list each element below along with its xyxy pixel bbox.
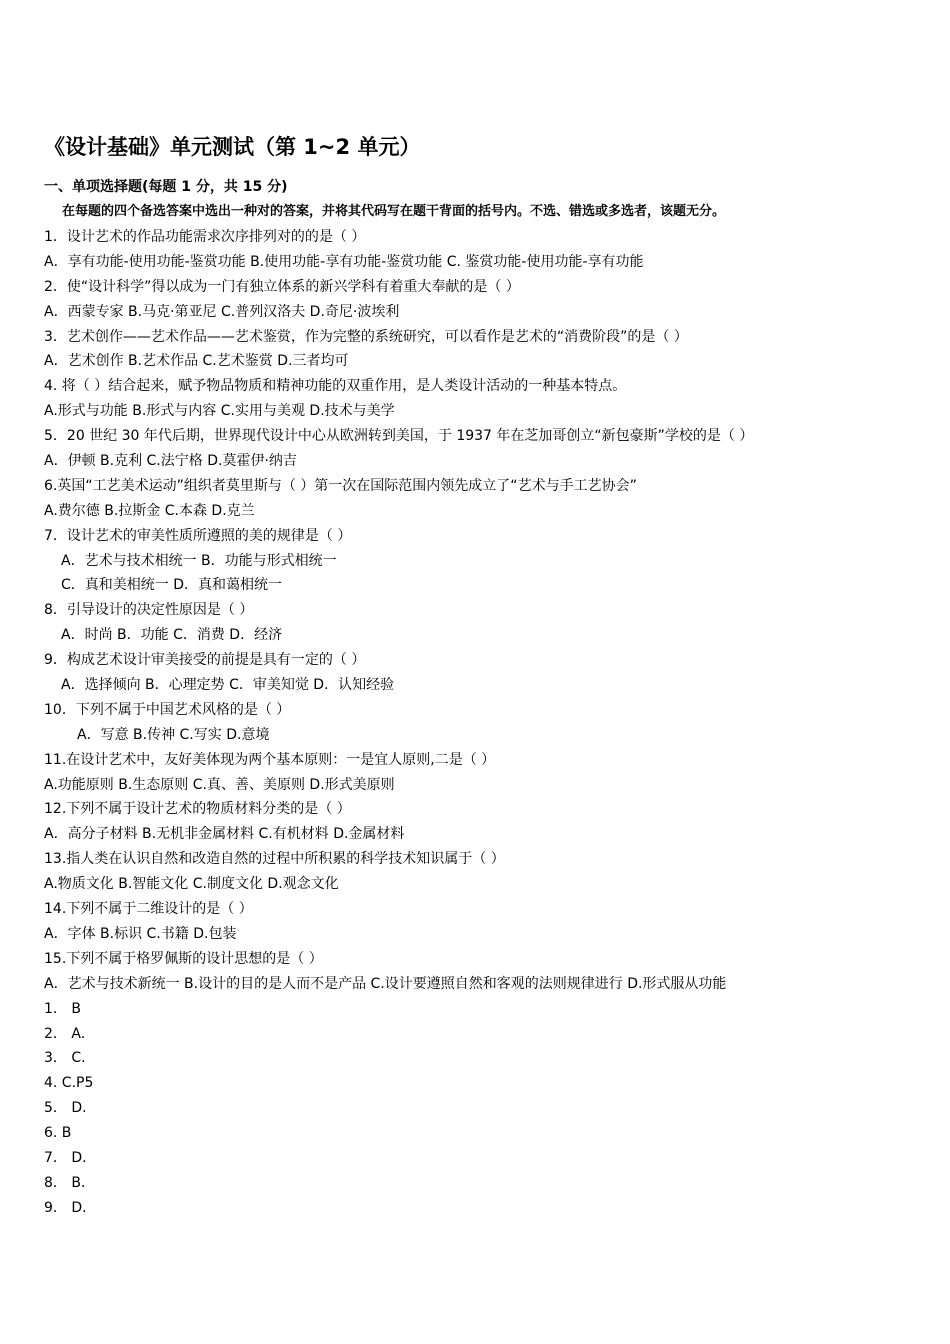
document-line: 7．设计艺术的审美性质所遵照的美的规律是（ ） xyxy=(44,527,352,544)
document-line: A．时尚 B．功能 C．消费 D．经济 xyxy=(61,627,283,644)
document-line: 3．艺术创作——艺术作品——艺术鉴赏，作为完整的系统研究，可以看作是艺术的“消费阶段”的是（ ） xyxy=(44,328,688,345)
document-line: A．字体 B.标识 C.书籍 D.包装 xyxy=(44,925,237,942)
document-line: 12.下列不属于设计艺术的物质材料分类的是（ ） xyxy=(44,801,351,818)
document-line: 9． D． xyxy=(44,1199,97,1216)
section-instruction: 在每题的四个备选答案中选出一种对的答案，并将其代码写在题干背面的括号内。不选、错选或多选者，该题无分。 xyxy=(62,204,726,219)
document-title: 《设计基础》单元测试（第 1~2 单元） xyxy=(44,135,421,159)
document-line: 5．20 世纪 30 年代后期，世界现代设计中心从欧洲转到美国，于 1937 年在芝加哥创立“新包豪斯”学校的是（ ） xyxy=(44,428,754,445)
document-line: A．享有功能-使用功能-鉴赏功能 B.使用功能-享有功能-鉴赏功能 C. 鉴赏功能-使用功能-享有功能 xyxy=(44,253,644,270)
document-line: 8．引导设计的决定性原因是（ ） xyxy=(44,602,254,619)
document-line: A．艺术与技术新统一 B.设计的目的是人而不是产品 C.设计要遵照自然和客观的法则规律进行 D.形式服从功能 xyxy=(44,975,727,992)
document-line: 6. B xyxy=(44,1125,72,1142)
document-line: C．真和美相统一 D．真和蔼相统一 xyxy=(61,577,283,594)
document-line: 3． C. xyxy=(44,1050,86,1067)
document-line: A．写意 B.传神 C.写实 D.意境 xyxy=(77,726,270,743)
document-line: 11.在设计艺术中，友好美体现为两个基本原则：一是宜人原则,二是（ ） xyxy=(44,751,496,768)
section-heading: 一、单项选择题(每题 1 分，共 15 分) xyxy=(44,179,288,195)
document-line: A．艺术创作 B.艺术作品 C.艺术鉴赏 D.三者均可 xyxy=(44,353,349,370)
document-line: 15.下列不属于格罗佩斯的设计思想的是（ ） xyxy=(44,950,323,967)
question-list xyxy=(0,227,950,1223)
document-line: 10．下列不属于中国艺术风格的是（ ） xyxy=(44,701,291,718)
document-line: 13.指人类在认识自然和改造自然的过程中所积累的科学技术知识属于（ ） xyxy=(44,851,505,868)
document-line: 14.下列不属于二维设计的是（ ） xyxy=(44,901,253,918)
document-line: A．高分子材料 B.无机非金属材料 C.有机材料 D.金属材料 xyxy=(44,826,405,843)
document-line: A．选择倾向 B．心理定势 C．审美知觉 D．认知经验 xyxy=(61,677,395,694)
document-line: 1．设计艺术的作品功能需求次序排列对的的是（ ） xyxy=(44,229,366,245)
document-line: 7． D． xyxy=(44,1149,97,1166)
document-line: 1． B xyxy=(44,1000,81,1017)
document-line: 4. 将（ ）结合起来，赋予物品物质和精神功能的双重作用，是人类设计活动的一种基本特点。 xyxy=(44,378,627,395)
document-line: 2．使“设计科学”得以成为一门有独立体系的新兴学科有着重大奉献的是（ ） xyxy=(44,278,520,295)
document-line: A.费尔德 B.拉斯金 C.本森 D.克兰 xyxy=(44,502,255,519)
document-line: A.形式与功能 B.形式与内容 C.实用与美观 D.技术与美学 xyxy=(44,403,395,420)
document-line: A．西蒙专家 B.马克·第亚尼 C.普列汉洛夫 D.奇尼·波埃利 xyxy=(44,303,400,320)
document-line: 9．构成艺术设计审美接受的前提是具有一定的（ ） xyxy=(44,652,366,669)
document-line: 5． D. xyxy=(44,1100,87,1117)
document-line: A．伊顿 B.克利 C.法宁格 D.莫霍伊·纳吉 xyxy=(44,453,297,470)
document-line: A.物质文化 B.智能文化 C.制度文化 D.观念文化 xyxy=(44,876,339,893)
document-line: A.功能原则 B.生态原则 C.真、善、美原则 D.形式美原则 xyxy=(44,776,395,793)
document-line: A．艺术与技术相统一 B．功能与形式相统一 xyxy=(61,552,337,569)
document-line: 2． A． xyxy=(44,1025,95,1042)
document-line: 4. C.P5 xyxy=(44,1075,94,1092)
document-line: 8． B． xyxy=(44,1174,95,1191)
document-line: 6.英国“工艺美术运动”组织者莫里斯与（ ）第一次在国际范围内领先成立了“艺术与手工艺协会” xyxy=(44,477,637,494)
